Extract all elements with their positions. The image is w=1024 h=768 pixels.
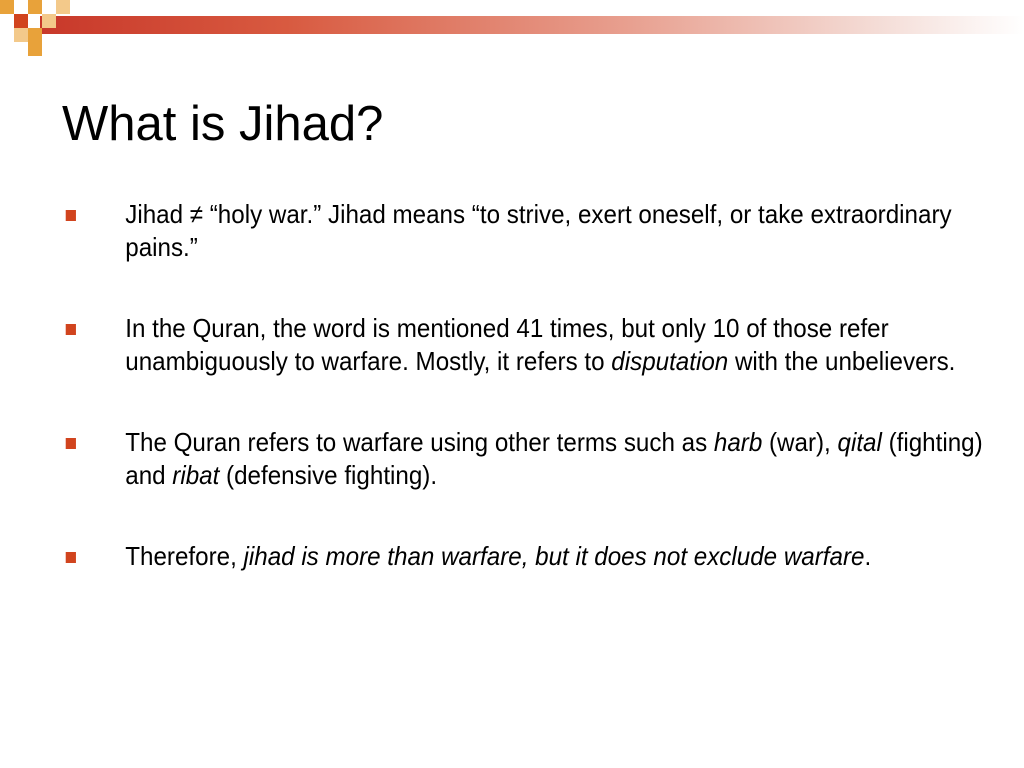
square-bullet-icon [66, 210, 76, 221]
text-run: (war), [762, 427, 838, 457]
square-bullet-icon [66, 438, 76, 449]
bullet-list [62, 198, 983, 621]
bullet-item [62, 426, 1018, 492]
checker-decoration [0, 0, 80, 64]
bullet-item [62, 540, 1018, 573]
italic-term: harb [713, 427, 763, 457]
text-run: Therefore, [125, 541, 244, 571]
header-band [40, 16, 1024, 34]
slide-title: What is Jihad? [62, 97, 384, 151]
square-bullet-icon [66, 552, 76, 563]
text-run: (defensive fighting). [219, 460, 438, 490]
text-run: The Quran refers to warfare using other terms such as [125, 427, 714, 457]
checker-square [28, 28, 42, 42]
checker-square [28, 0, 42, 14]
italic-term: jihad is more than warfare, but it does not exclude warfare [243, 541, 865, 571]
italic-term: qital [837, 427, 882, 457]
square-bullet-icon [66, 324, 76, 335]
bullet-text [125, 541, 871, 571]
bullet-item [62, 198, 1018, 264]
checker-square [28, 42, 42, 56]
text-run: (fighting) and [125, 427, 983, 490]
bullet-text [125, 313, 955, 376]
italic-term: ribat [172, 460, 220, 490]
checker-square [0, 0, 14, 14]
text-run: . [864, 541, 872, 571]
checker-square [14, 28, 28, 42]
text-run: Jihad ≠ “holy war.” Jihad means “to strive, exert oneself, or take extraordinary pains.” [125, 199, 952, 262]
checker-square [56, 0, 70, 14]
checker-square [14, 14, 28, 28]
italic-term: disputation [611, 346, 729, 376]
text-run: with the unbelievers. [728, 346, 956, 376]
bullet-text [125, 427, 982, 490]
checker-square [42, 14, 56, 28]
bullet-item [62, 312, 1018, 378]
bullet-text [125, 199, 951, 262]
text-run: In the Quran, the word is mentioned 41 times, but only 10 of those refer unambiguously to warfare. Mostly, it refers to [125, 313, 889, 376]
